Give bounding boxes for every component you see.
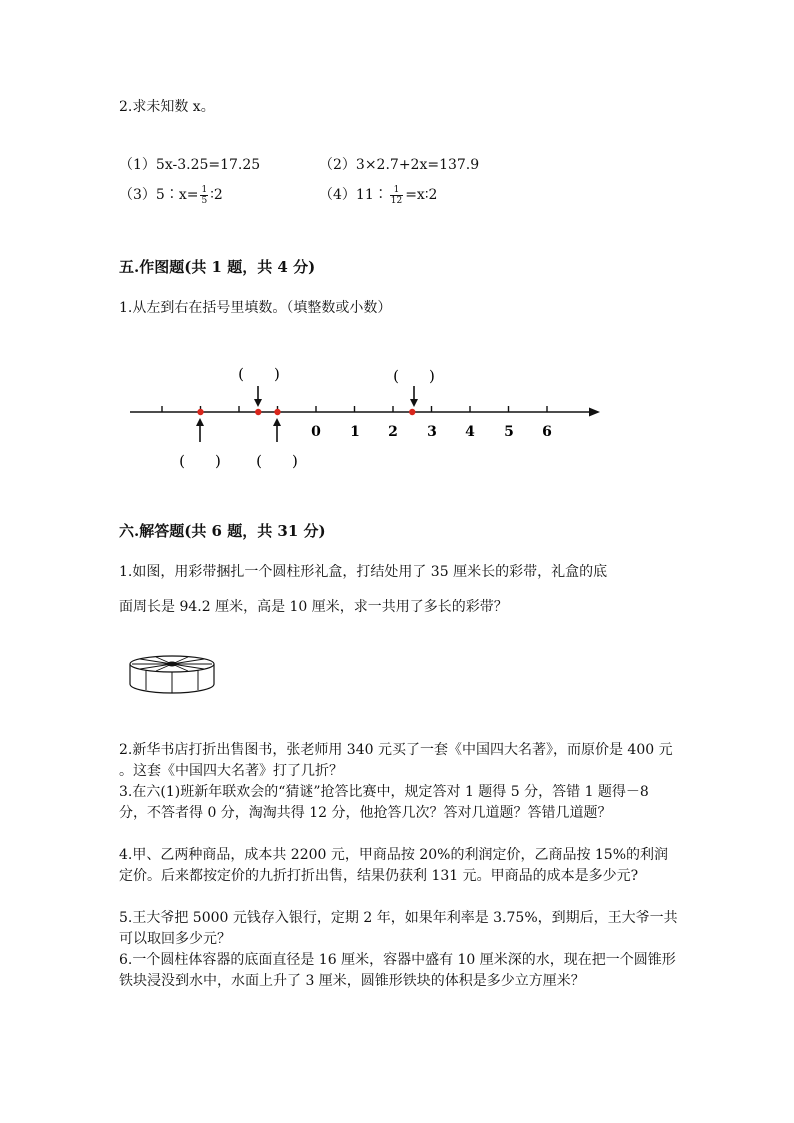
tick-label-5: 5 bbox=[504, 424, 514, 440]
problem-5: 5.王大爷把 5000 元钱存入银行，定期 2 年，如果年利率是 3.75%，到期后，王大爷一共可以取回多少元？ bbox=[119, 910, 678, 947]
number-line-point bbox=[255, 409, 261, 415]
section-six-heading: 六.解答题(共 6 题，共 31 分) bbox=[119, 522, 326, 540]
tick-label-4: 4 bbox=[465, 424, 475, 440]
fraction bbox=[200, 185, 208, 206]
fraction bbox=[390, 185, 403, 206]
problem-2: 2.新华书店打折出售图书，张老师用 340 元买了一套《中国四大名著》，而原价是 400 元 。这套《中国四大名著》打了几折？ bbox=[119, 742, 673, 779]
equation-3 bbox=[119, 184, 223, 206]
answer-blank[interactable]: ( ) bbox=[393, 367, 435, 385]
fraction-numerator: 1 bbox=[390, 185, 403, 196]
answer-blank[interactable]: ( ) bbox=[179, 452, 221, 470]
up-arrow-head bbox=[196, 418, 204, 426]
equation-post: ∶2 bbox=[210, 187, 223, 203]
tick-label-3: 3 bbox=[427, 424, 437, 440]
fraction-denominator: 12 bbox=[390, 195, 403, 206]
equation-label: （4） bbox=[319, 187, 356, 203]
equation-label: （2） bbox=[319, 157, 356, 173]
number-line-point bbox=[409, 409, 415, 415]
number-line-point bbox=[274, 409, 280, 415]
down-arrow-head bbox=[410, 399, 418, 407]
equation-1 bbox=[119, 154, 260, 174]
equation-label: （3） bbox=[119, 187, 156, 203]
equation-label: （1） bbox=[119, 157, 156, 173]
number-line-ticks bbox=[162, 406, 547, 412]
section-five-heading: 五.作图题(共 1 题，共 4 分) bbox=[119, 258, 316, 276]
number-line-point bbox=[197, 409, 203, 415]
up-arrow-head bbox=[273, 418, 281, 426]
section-five-question: 1.从左到右在括号里填数。（填整数或小数） bbox=[119, 300, 392, 316]
equation-pre: 5∶x= bbox=[155, 187, 199, 203]
equation-pre: 11∶ bbox=[355, 187, 388, 203]
answer-blank[interactable]: ( ) bbox=[256, 452, 298, 470]
equation-2 bbox=[319, 154, 479, 174]
problem-3: 3.在六(1)班新年联欢会的“猜谜”抢答比赛中，规定答对 1 题得 5 分，答错 1 题得－8 分，不答者得 0 分，淘淘共得 12 分，他抢答几次？答对几道题？答错几道题？ bbox=[119, 784, 649, 821]
problem-6: 6.一个圆柱体容器的底面直径是 16 厘米，容器中盛有 10 厘米深的水，现在把一个圆锥形铁块浸没到水中，水面上升了 3 厘米，圆锥形铁块的体积是多少立方厘米？ bbox=[119, 952, 676, 989]
fraction-numerator: 1 bbox=[201, 184, 208, 195]
problem-1-line-1: 1.如图，用彩带捆扎一个圆柱形礼盒，打结处用了 35 厘米长的彩带，礼盒的底 bbox=[119, 564, 608, 580]
gift-box-cylinder-figure bbox=[126, 652, 218, 696]
number-line-figure bbox=[0, 355, 794, 480]
number-line-labels bbox=[311, 424, 552, 440]
number-line-arrowhead bbox=[589, 408, 600, 417]
equations-title: 2.求未知数 x。 bbox=[119, 99, 215, 115]
down-arrow-head bbox=[254, 399, 262, 407]
tick-label-6: 6 bbox=[542, 424, 552, 440]
tick-label-1: 1 bbox=[350, 424, 360, 440]
answer-blank[interactable]: ( ) bbox=[238, 365, 280, 383]
equation-post: =x∶2 bbox=[405, 187, 438, 203]
tick-label-0: 0 bbox=[311, 424, 321, 440]
tick-label-2: 2 bbox=[388, 424, 398, 440]
equation-expr: 3×2.7+2x=137.9 bbox=[355, 157, 480, 173]
problem-1-line-2: 面周长是 94.2 厘米，高是 10 厘米，求一共用了多长的彩带？ bbox=[119, 599, 508, 615]
equation-expr: 5x-3.25=17.25 bbox=[155, 157, 261, 173]
problem-4: 4.甲、乙两种商品，成本共 2200 元，甲商品按 20%的利润定价，乙商品按 15%的利润定价。后来都按定价的九折打折出售，结果仍获利 131 元。甲商品的成本是多少元? bbox=[119, 847, 669, 884]
fraction-denominator: 5 bbox=[201, 195, 208, 206]
equation-4 bbox=[319, 184, 437, 206]
